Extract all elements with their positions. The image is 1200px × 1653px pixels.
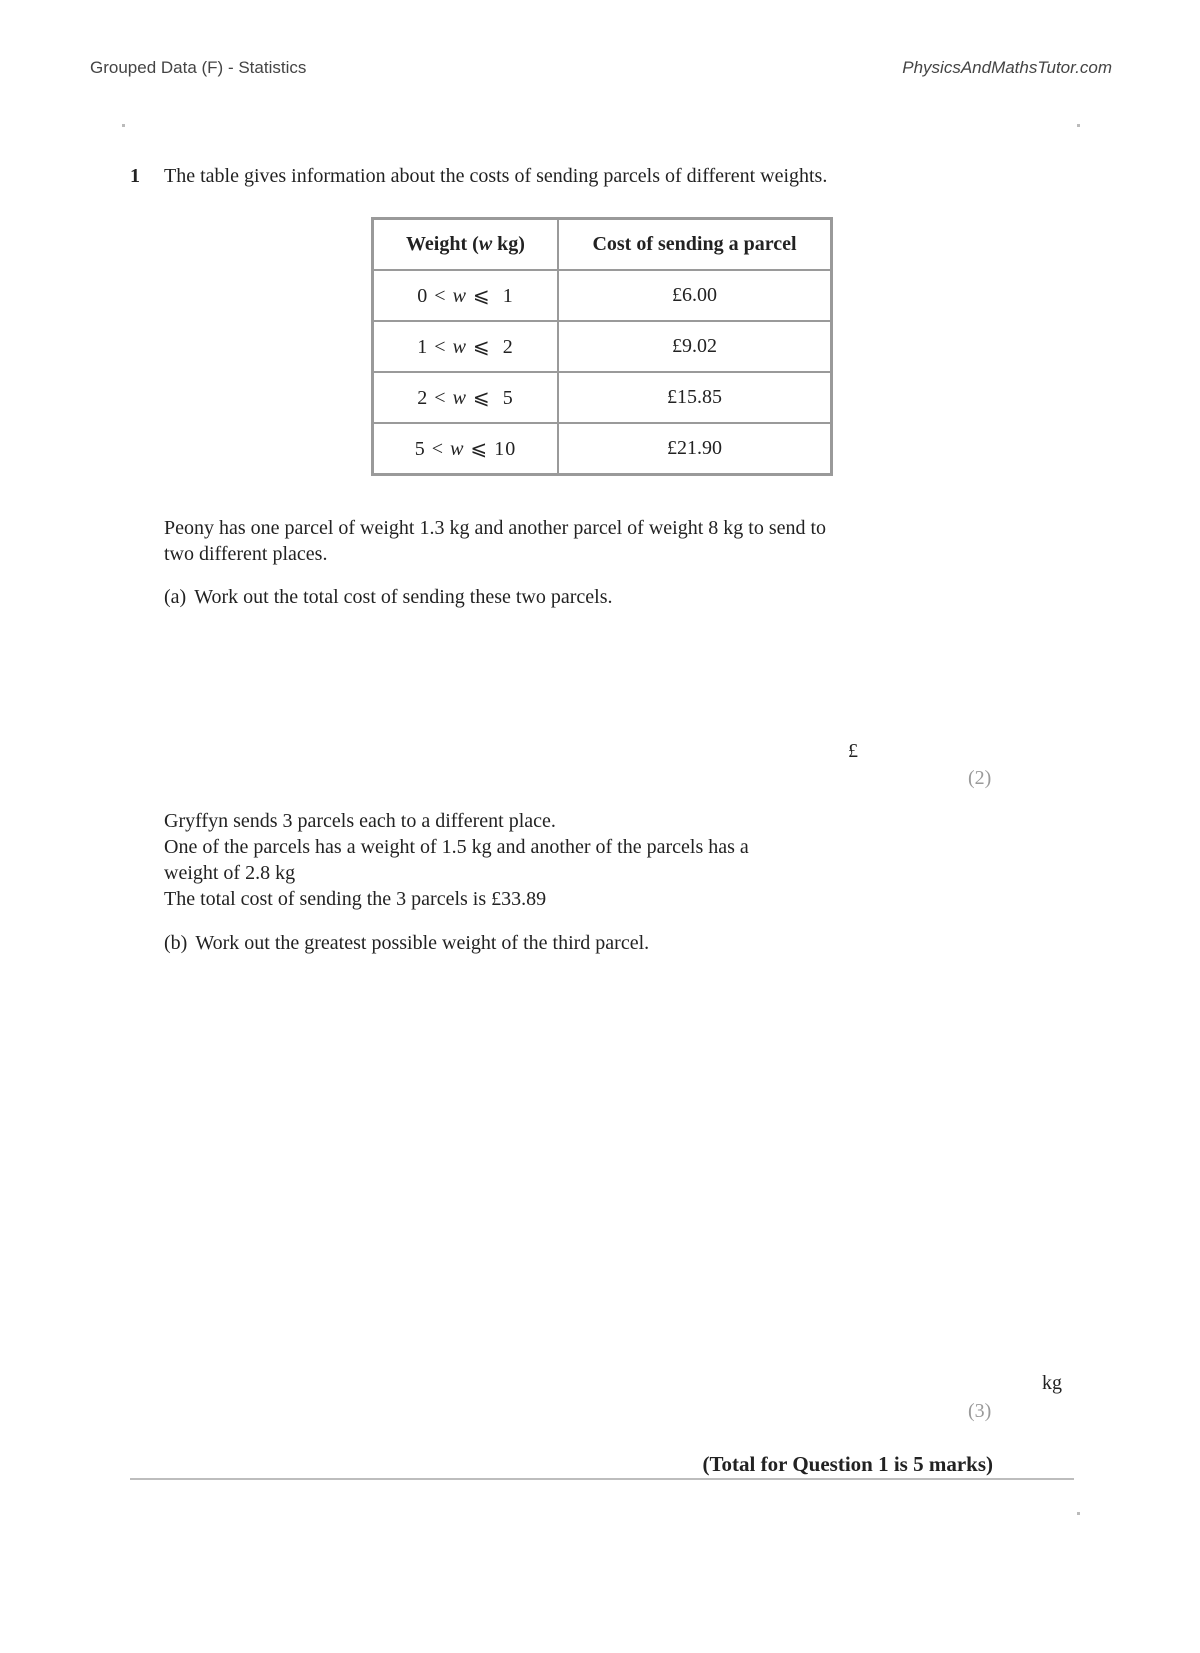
part-b-question [164,932,649,955]
cost-cell: £6.00 [558,270,832,321]
table-row [373,270,832,321]
question-number: 1 [130,165,140,187]
peony-paragraph [164,515,826,567]
weight-variable: w [478,233,493,255]
corner-mark-top-left [122,124,125,127]
part-b-text: Work out the greatest possible weight of the third parcel. [195,932,650,954]
cost-column-header: Cost of sending a parcel [558,219,832,271]
gryffyn-line-3: weight of 2.8 kg [164,862,296,884]
part-a-label: (a) [164,586,187,608]
cost-cell: £9.02 [558,321,832,372]
weight-range-cell: 1 < w ⩽ 2 [373,321,559,372]
table-header-row [373,219,832,271]
weight-range-cell: 2 < w ⩽ 5 [373,372,559,423]
part-b-label: (b) [164,932,188,954]
part-b-answer-unit: kg [1042,1372,1062,1394]
part-a-question [164,586,613,609]
table-row [373,372,832,423]
peony-line-1: Peony has one parcel of weight 1.3 kg and another parcel of weight 8 kg to send to [164,517,827,539]
table-row [373,423,832,475]
part-b-marks: (3) [968,1400,992,1422]
question-end-rule [130,1478,1074,1480]
peony-line-2: two different places. [164,543,328,565]
page-header-left: Grouped Data (F) - Statistics [90,58,307,77]
cost-cell: £15.85 [558,372,832,423]
part-a-marks: (2) [968,767,992,789]
weight-column-header: Weight (w kg) [373,219,559,271]
parcel-cost-table [371,217,833,476]
question-intro: The table gives information about the costs of sending parcels of different weights. [164,165,828,187]
corner-mark-bottom-right [1077,1512,1080,1515]
weight-range-cell: 5 < w ⩽ 10 [373,423,559,475]
gryffyn-paragraph [164,808,749,912]
page-header-right: PhysicsAndMathsTutor.com [902,58,1112,77]
question-total: (Total for Question 1 is 5 marks) [702,1452,993,1476]
part-a-text: Work out the total cost of sending these two parcels. [194,586,613,608]
gryffyn-line-2: One of the parcels has a weight of 1.5 kg and another of the parcels has a [164,836,749,858]
gryffyn-line-4: The total cost of sending the 3 parcels is £33.89 [164,888,547,910]
weight-range-cell: 0 < w ⩽ 1 [373,270,559,321]
table-row [373,321,832,372]
cost-cell: £21.90 [558,423,832,475]
gryffyn-line-1: Gryffyn sends 3 parcels each to a different place. [164,810,556,832]
part-a-answer-unit: £ [848,740,858,762]
corner-mark-top-right [1077,124,1080,127]
